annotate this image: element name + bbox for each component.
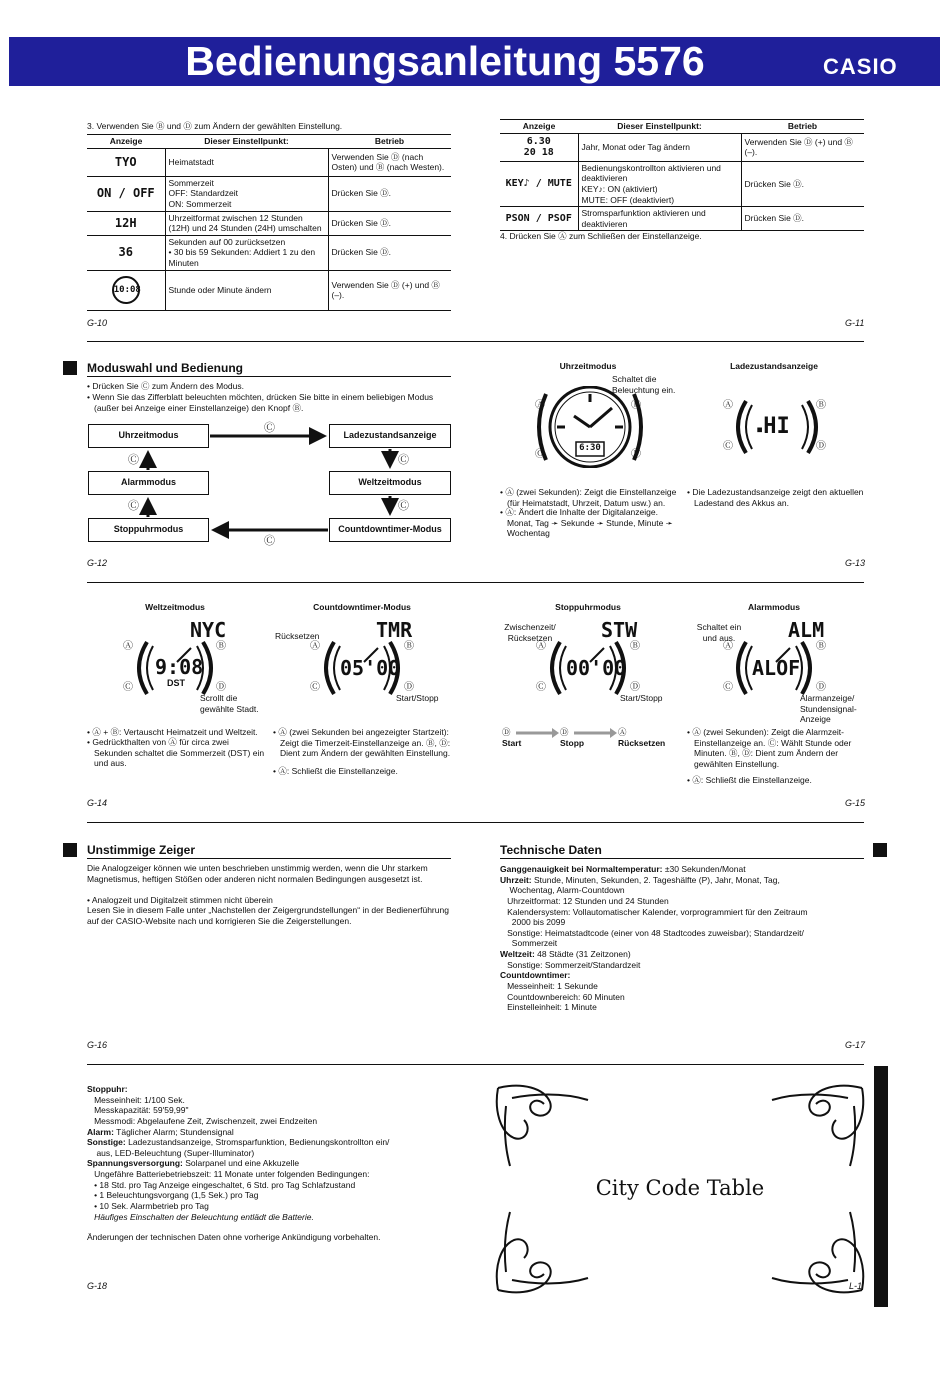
item-cell: Bedienungskontrollton aktivieren und deaktivieren KEY♪: ON (aktiviert) MUTE: OFF (deaktiviert)	[578, 161, 741, 207]
spec-line: Messeinheit: 1 Sekunde	[500, 980, 598, 991]
b-button-label: Ⓑ	[216, 641, 226, 652]
spec-line: Uhrzeitformat: 12 Stunden und 24 Stunden	[500, 895, 669, 906]
op-cell: Drücken Sie Ⓓ.	[328, 176, 451, 211]
c-button-label: Ⓒ	[264, 535, 275, 547]
spec-line: Häufiges Einschalten der Beleuchtung entlädt die Batterie.	[94, 1211, 314, 1222]
bullet: • Ⓐ + Ⓑ: Vertauscht Heimatzeit und Weltzeit.	[87, 727, 258, 737]
c-button-label: Ⓒ	[398, 454, 409, 466]
spec-line: Sonstige: Heimatstadtcode (einer von 48 Stadtcodes zuweisbar); Standardzeit/	[500, 927, 804, 938]
seq-label: Stopp	[560, 737, 585, 748]
op-cell: Drücken Sie Ⓓ.	[741, 207, 864, 231]
section-title: Unstimmige Zeiger	[87, 843, 196, 857]
charge-level: HI	[763, 414, 790, 439]
start-stop-note: Start/Stopp	[620, 693, 663, 703]
page-number: G-12	[87, 558, 108, 568]
dst-indicator: DST	[167, 678, 185, 688]
toggle-note: Schaltet ein und aus.	[696, 622, 742, 643]
world-city-lcd: NYC	[190, 618, 227, 642]
world-note: Scrollt die gewählte Stadt.	[200, 693, 259, 714]
reset-note: Rücksetzen	[275, 631, 320, 641]
a-button-label: Ⓐ	[618, 727, 627, 737]
alarm-status-lcd: ALOF	[752, 656, 801, 680]
bullet: • Ⓐ: Schließt die Einstellanzeige.	[687, 775, 812, 785]
page-number: G-10	[87, 318, 108, 328]
bullet-text: Ⓐ: Ändert die Inhalte der Digitalanzeige. Monat, Tag ➛ Sekunde ➛ Stunde, Minute ➛ Wochentag	[505, 507, 673, 539]
g11-step: 4. Drücken Sie Ⓐ zum Schließen der Einstellanzeige.	[500, 231, 702, 241]
bullet-text: Ⓐ (zwei Sekunden): Zeigt die Alarmzeit-Einstellanzeige an. Ⓒ: Wählt Stunde oder Minuten. Ⓑ, Ⓓ: Dient zum Ändern der gewählten Einstellung.	[692, 727, 852, 769]
item-cell: Stunde oder Minute ändern	[165, 270, 328, 310]
display-cell: PSON / PSOF	[500, 207, 578, 231]
charge-lcd	[756, 413, 790, 441]
bullet: • Die Ladezustandsanzeige zeigt den aktuellen Ladestand des Akkus an.	[687, 487, 864, 508]
bullet: • Ⓐ (zwei Sekunden bei angezeigter Startzeit): Zeigt die Timerzeit-Einstellanzeige an. Ⓑ, Ⓓ: Dient zum Ändern der gewählten Einstellung.	[273, 727, 451, 759]
bullet-text: Ⓐ: Schließt die Einstellanzeige.	[692, 775, 812, 785]
page-number: G-18	[87, 1281, 108, 1291]
spec-line: Wochentag, Alarm-Countdown	[500, 885, 625, 896]
col-header: Anzeige	[500, 120, 578, 134]
a-button-label: Ⓐ	[723, 641, 733, 652]
alarm-note: Alarmanzeige/ Stundensignal-Anzeige	[800, 693, 857, 725]
table-header-row	[87, 135, 451, 149]
item-cell: Jahr, Monat oder Tag ändern	[578, 133, 741, 161]
bullet-text: Wenn Sie das Zifferblatt beleuchten möchten, drücken Sie bitte in einem beliebigen Modus (außer bei Anzeige einer Einstellanzeige) den Knopf Ⓑ.	[92, 392, 434, 413]
c-button-label: Ⓒ	[398, 500, 409, 512]
bullet: • Analogzeit und Digitalzeit stimmen nicht überein	[87, 895, 451, 906]
col-header: Betrieb	[741, 120, 864, 134]
a-button-label: Ⓐ	[310, 641, 320, 652]
item-cell: Heimatstadt	[165, 148, 328, 176]
spec-line: Änderungen der technischen Daten ohne vorherige Ankündigung vorbehalten.	[87, 1232, 381, 1243]
col-header: Anzeige	[87, 135, 165, 149]
op-cell: Drücken Sie Ⓓ.	[741, 161, 864, 207]
b-button-label: Ⓑ	[630, 641, 640, 652]
mode-box: Stoppuhrmodus	[88, 518, 209, 542]
c-button-label: Ⓒ	[536, 682, 546, 693]
page-number: G-13	[845, 558, 866, 568]
world-time-lcd: 9:08	[155, 655, 204, 679]
spec-line: Sonstige: Sommerzeit/Standardzeit	[500, 959, 641, 970]
section-title: Moduswahl und Bedienung	[87, 361, 243, 375]
section-rule	[87, 858, 451, 859]
spec-line: Kalendersystem: Vollautomatischer Kalender, vorprogrammiert für den Zeitraum	[500, 906, 808, 917]
bullet-dot: •	[87, 392, 93, 402]
d-button-label: Ⓓ	[631, 449, 641, 460]
seq-label: Start	[502, 737, 522, 748]
display-cell: ON / OFF	[87, 176, 165, 211]
b-button-label: Ⓑ	[816, 400, 826, 411]
col-header: Dieser Einstellpunkt:	[578, 120, 741, 134]
spec-line: Messmodi: Abgelaufene Zeit, Zwischenzeit, zwei Endzeiten	[87, 1115, 318, 1126]
display-cell	[87, 270, 165, 310]
mode-box: Countdowntimer-Modus	[329, 518, 451, 542]
spec-line: Ungefähre Batteriebetriebszeit: 11 Monate unter folgenden Bedingungen:	[87, 1169, 370, 1179]
section-marker	[63, 361, 77, 375]
section-rule	[500, 858, 864, 859]
col-header: Betrieb	[328, 135, 451, 149]
c-button-label: Ⓒ	[264, 422, 275, 434]
section-rule	[87, 376, 451, 377]
table-row	[87, 211, 451, 235]
bullet	[87, 392, 455, 413]
caption: Countdowntimer-Modus	[313, 602, 411, 612]
item-cell: Stromsparfunktion aktivieren und deaktivieren	[578, 207, 741, 231]
divider	[87, 582, 864, 583]
spec-line: Ganggenauigkeit bei Normaltemperatur: ±30 Sekunden/Monat	[500, 864, 746, 874]
bullet-text: Ⓐ (zwei Sekunden): Zeigt die Einstellanzeige (für Heimatstadt, Uhrzeit, Datum usw.) an.	[505, 487, 677, 508]
spec-line: Messkapazität: 59'59,99"	[87, 1105, 189, 1116]
mode-box: Ladezustandsanzeige	[329, 424, 451, 448]
watch-face-icon: 10:08	[112, 276, 140, 304]
spec-line: Alarm: Täglicher Alarm; Stundensignal	[87, 1126, 234, 1137]
spec-line: Einstelleinheit: 1 Minute	[500, 1002, 597, 1013]
c-button-label: Ⓒ	[535, 449, 545, 460]
divider	[87, 822, 864, 823]
page-number: L-1	[849, 1281, 863, 1291]
b-button-label: Ⓑ	[631, 400, 641, 411]
c-button-label: Ⓒ	[123, 682, 133, 693]
seq-step	[618, 727, 665, 748]
divider	[87, 1064, 864, 1065]
bullet-text: Gedrückthalten von Ⓐ für circa zwei Sekunden schaltet die Sommerzeit (DST) ein und aus.	[92, 737, 265, 769]
bullet: • Ⓐ (zwei Sekunden): Zeigt die Einstellanzeige (für Heimatstadt, Uhrzeit, Datum usw.) an.	[500, 487, 677, 508]
a-button-label: Ⓐ	[723, 400, 733, 411]
op-cell: Verwenden Sie Ⓓ (+) und Ⓑ (–).	[741, 133, 864, 161]
d-button-label: Ⓓ	[630, 682, 640, 693]
spec-line: Sonstige: Ladezustandsanzeige, Stromsparfunktion, Bedienungskontrollton ein/	[87, 1137, 390, 1148]
g10-step: 3. Verwenden Sie Ⓑ und Ⓓ zum Ändern der gewählten Einstellung.	[87, 121, 343, 131]
display-cell: TYO	[87, 148, 165, 176]
table-row	[500, 161, 864, 207]
light-note: Schaltet die Beleuchtung ein.	[612, 374, 676, 395]
table-row	[500, 133, 864, 161]
city-code-table-title: City Code Table	[595, 1176, 765, 1200]
a-button-label: Ⓐ	[535, 400, 545, 411]
d-button-label: Ⓓ	[816, 441, 826, 452]
bullet: • Gedrückthalten von Ⓐ für circa zwei Sekunden schaltet die Sommerzeit (DST) ein und aus.	[87, 737, 265, 769]
section-marker	[63, 843, 77, 857]
bullet: • Drücken Sie Ⓒ zum Ändern des Modus.	[87, 381, 451, 392]
display-cell: KEY♪ / MUTE	[500, 161, 578, 207]
caption: Stoppuhrmodus	[555, 602, 621, 612]
op-cell: Drücken Sie Ⓓ.	[328, 211, 451, 235]
caption: Ladezustandsanzeige	[730, 361, 818, 371]
table-row	[87, 148, 451, 176]
spec-line: Spannungsversorgung: Solarpanel und eine Akkuzelle	[87, 1158, 300, 1169]
side-tab	[874, 1066, 888, 1307]
display-cell: 12H	[87, 211, 165, 235]
spec-line: Sommerzeit	[500, 938, 558, 949]
alarm-label-lcd: ALM	[788, 618, 825, 642]
bullet-text: Ⓐ (zwei Sekunden bei angezeigter Startzeit): Zeigt die Timerzeit-Einstellanzeige an. Ⓑ, Ⓓ: Dient zum Ändern der gewählten Einstellung.	[278, 727, 451, 759]
divider	[87, 341, 864, 342]
table-row	[87, 270, 451, 310]
spec-line: Stoppuhr:	[87, 1084, 128, 1094]
tech-specs-list	[87, 1084, 457, 1243]
op-cell: Drücken Sie Ⓓ.	[328, 235, 451, 270]
b-button-label: Ⓑ	[404, 641, 414, 652]
battery-icon: ▪	[756, 422, 764, 436]
tech-specs-list	[500, 864, 868, 1013]
table-header-row	[500, 120, 864, 134]
page-number: G-17	[845, 1040, 866, 1050]
spec-line: • 18 Std. pro Tag Anzeige eingeschaltet, 6 Std. pro Tag Schlafzustand	[87, 1179, 356, 1190]
mode-box: Weltzeitmodus	[329, 471, 451, 495]
spec-line: Weltzeit: 48 Städte (31 Zeitzonen)	[500, 949, 631, 959]
spec-line: Countdowntimer:	[500, 970, 571, 981]
casio-logo: CASIO	[823, 54, 898, 79]
bullet-text: Die Ladezustandsanzeige zeigt den aktuellen Ladestand des Akkus an.	[692, 487, 864, 508]
spec-line: Uhrzeit: Stunde, Minuten, Sekunden, 2. Tageshälfte (P), Jahr, Monat, Tag,	[500, 874, 780, 885]
table-row	[87, 235, 451, 270]
op-cell: Verwenden Sie Ⓓ (nach Osten) und Ⓑ (nach Westen).	[328, 148, 451, 176]
item-cell: Uhrzeitformat zwischen 12 Stunden (12H) und 24 Stunden (24H) umschalten	[165, 211, 328, 235]
item-cell: Sommerzeit OFF: Standardzeit ON: Sommerzeit	[165, 176, 328, 211]
page-number: G-14	[87, 798, 108, 808]
page-title: Bedienungsanleitung 5576	[185, 38, 705, 84]
page-number: G-15	[845, 798, 866, 808]
watch-lcd: 6:30	[579, 443, 601, 453]
page-number: G-11	[845, 318, 865, 328]
spec-line: Countdownbereich: 60 Minuten	[500, 991, 625, 1002]
a-button-label: Ⓐ	[536, 641, 546, 652]
section-title: Technische Daten	[500, 843, 602, 857]
g11-table	[500, 119, 864, 231]
c-button-label: Ⓒ	[128, 454, 139, 466]
bullet: • Ⓐ: Schließt die Einstellanzeige.	[273, 766, 398, 776]
bullet: • Ⓐ: Ändert die Inhalte der Digitalanzeige. Monat, Tag ➛ Sekunde ➛ Stunde, Minute ➛ Wochentag	[500, 507, 673, 539]
bullet-text: Ⓐ: Schließt die Einstellanzeige.	[278, 766, 398, 776]
caption: Uhrzeitmodus	[559, 361, 617, 371]
spec-line	[87, 1222, 457, 1232]
d-button-label: Ⓓ	[404, 682, 414, 693]
caption: Alarmmodus	[748, 602, 800, 612]
section-marker	[873, 843, 887, 857]
bullet-text: Ⓐ + Ⓑ: Vertauscht Heimatzeit und Weltzeit.	[92, 727, 258, 737]
caption: Weltzeitmodus	[145, 602, 205, 612]
stopwatch-time-lcd: 00'00	[566, 656, 627, 680]
display-cell: 36	[87, 235, 165, 270]
paragraph: Die Analogzeiger können wie unten beschrieben unstimmig werden, wenn die Uhr starkem Magnetismus, heftigen Stößen oder anderen nicht normalen Bedingungen ausgesetzt ist.	[87, 863, 428, 884]
mode-flow-arrows	[88, 420, 452, 552]
table-row	[500, 207, 864, 231]
display-cell: 6.30 20 18	[500, 133, 578, 161]
d-button-label: Ⓓ	[816, 682, 826, 693]
countdown-label-lcd: TMR	[376, 618, 413, 642]
c-button-label: Ⓒ	[128, 500, 139, 512]
paragraph: Lesen Sie in diesem Falle unter „Nachstellen der Zeigergrundstellungen“ in der Bedienerführung auf der CASIO-Website nach und korrigieren Sie die Zeigerstellungen.	[87, 905, 449, 926]
spec-line: Messeinheit: 1/100 Sek.	[87, 1094, 185, 1105]
start-stop-note: Start/Stopp	[396, 693, 439, 703]
c-button-label: Ⓒ	[723, 441, 733, 452]
c-button-label: Ⓒ	[723, 682, 733, 693]
b-button-label: Ⓑ	[816, 641, 826, 652]
spec-line: • 10 Sek. Alarmbetrieb pro Tag	[87, 1200, 209, 1211]
split-note: Zwischenzeit/ Rücksetzen	[504, 622, 556, 643]
seq-label: Rücksetzen	[618, 737, 666, 748]
spec-line: aus, LED-Beleuchtung (Super-Illuminator)	[87, 1147, 255, 1158]
a-button-label: Ⓐ	[123, 641, 133, 652]
sequence-arrows	[512, 728, 622, 738]
spec-line: • 1 Beleuchtungsvorgang (1,5 Sek.) pro Tag	[87, 1190, 259, 1201]
page-number: G-16	[87, 1040, 108, 1050]
stopwatch-label-lcd: STW	[601, 618, 638, 642]
op-cell: Verwenden Sie Ⓓ (+) und Ⓑ (–).	[328, 270, 451, 310]
mode-box: Alarmmodus	[88, 471, 209, 495]
item-cell: Sekunden auf 00 zurücksetzen • 30 bis 59 Sekunden: Addiert 1 zu den Minuten	[165, 235, 328, 270]
d-button-label: Ⓓ	[216, 682, 226, 693]
d-button-label: Ⓓ	[560, 727, 569, 737]
table-row	[87, 176, 451, 211]
spec-line: 2000 bis 2099	[500, 917, 566, 928]
c-button-label: Ⓒ	[310, 682, 320, 693]
d-button-label: Ⓓ	[502, 727, 511, 737]
g10-table	[87, 134, 451, 311]
mode-box: Uhrzeitmodus	[88, 424, 209, 448]
countdown-time-lcd: 05'00	[340, 656, 401, 680]
col-header: Dieser Einstellpunkt:	[165, 135, 328, 149]
bullet: • Ⓐ (zwei Sekunden): Zeigt die Alarmzeit-Einstellanzeige an. Ⓒ: Wählt Stunde oder Minuten. Ⓑ, Ⓓ: Dient zum Ändern der gewählten Einstellung.	[687, 727, 852, 769]
